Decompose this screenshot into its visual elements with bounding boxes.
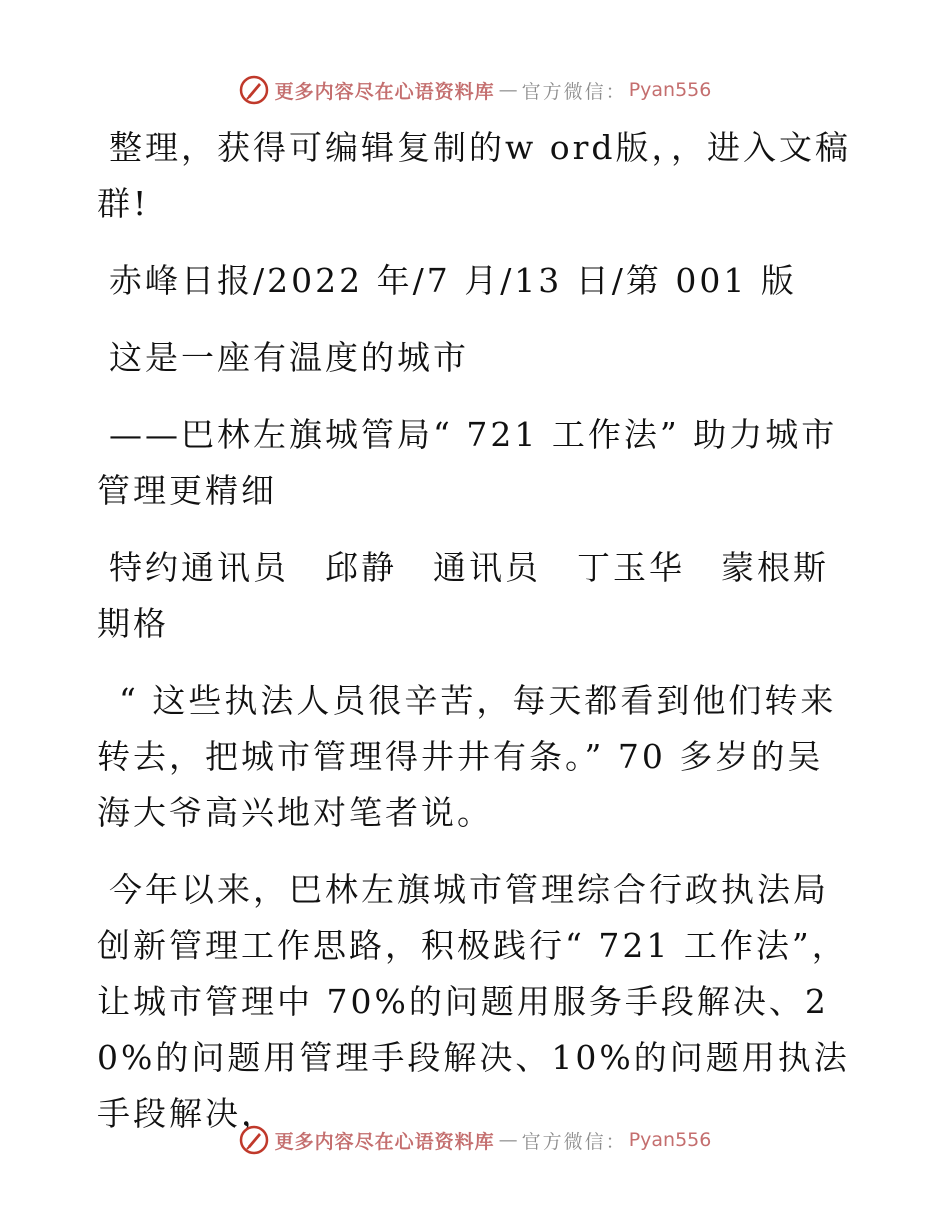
watermark-wechat-id: Pyan556 bbox=[628, 79, 712, 101]
byline: 特约通讯员 邱静 通讯员 丁玉华 蒙根斯期格 bbox=[97, 548, 829, 643]
watermark-official-label: 官方微信： bbox=[521, 80, 627, 103]
body-paragraph-2: 今年以来，巴林左旗城市管理综合行政执法局创新管理工作思路，积极践行“ 721 工作法”，让城市管理中 70%的问题用服务手段解决、20%的问题用管理手段解决、10%的问题用执法手段解决， bbox=[97, 870, 850, 1133]
header-watermark bbox=[0, 70, 950, 110]
watermark-text: 更多内容尽在心语资料库 bbox=[274, 80, 495, 103]
article-subtitle: ——巴林左旗城管局“ 721 工作法” 助力城市管理更精细 bbox=[97, 415, 838, 510]
quill-pen-logo-icon bbox=[239, 75, 269, 105]
intro-paragraph: 整理，获得可编辑复制的w ord版，，进入文稿群! bbox=[97, 128, 852, 223]
body-paragraph-1: “ 这些执法人员很辛苦，每天都看到他们转来转去，把城市管理得井井有条。” 70 多岁的吴海大爷高兴地对笔者说。 bbox=[97, 681, 837, 832]
watermark-wechat-id: Pyan556 bbox=[628, 1129, 712, 1151]
source-line: 赤峰日报/2022 年/7 月/13 日/第 001 版 bbox=[109, 261, 797, 300]
article-title: 这是一座有温度的城市 bbox=[109, 338, 469, 377]
watermark-separator: — bbox=[498, 1129, 518, 1151]
watermark-official-label: 官方微信： bbox=[521, 1130, 627, 1153]
document-body bbox=[97, 120, 857, 1163]
watermark-text: 更多内容尽在心语资料库 bbox=[274, 1130, 495, 1153]
watermark-separator: — bbox=[498, 79, 518, 101]
footer-watermark bbox=[0, 1120, 950, 1160]
quill-pen-logo-icon bbox=[239, 1125, 269, 1155]
